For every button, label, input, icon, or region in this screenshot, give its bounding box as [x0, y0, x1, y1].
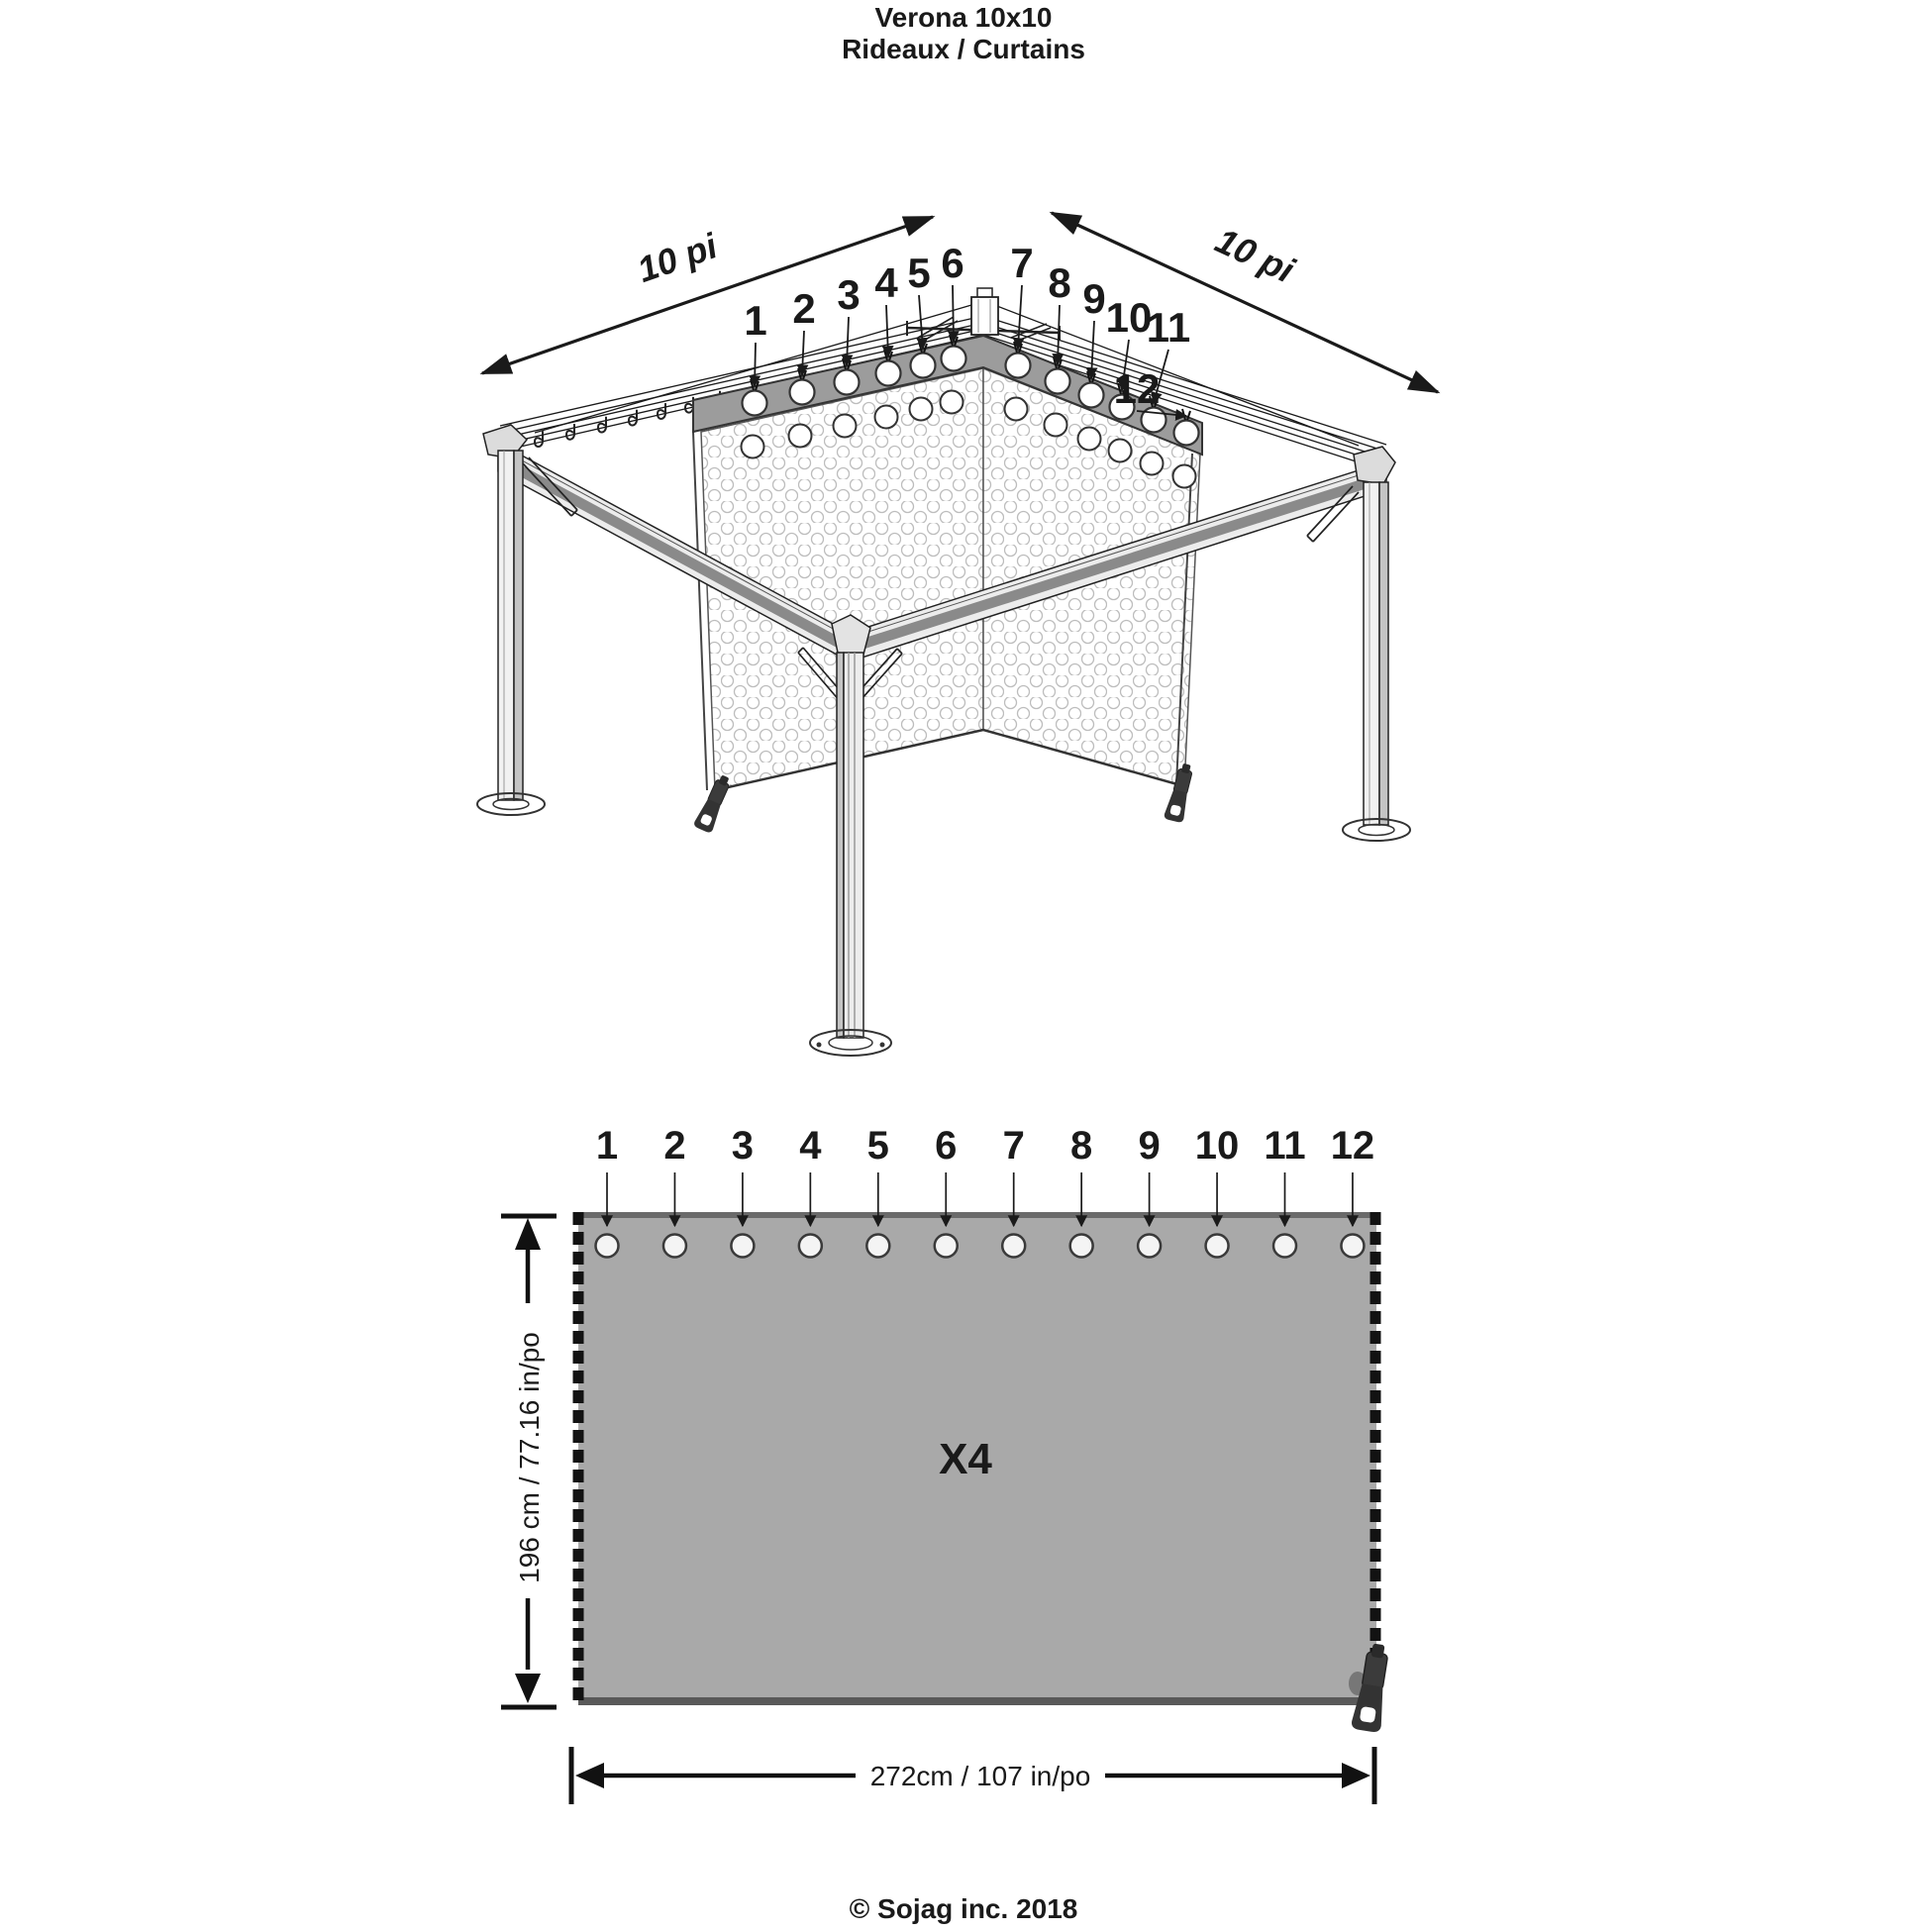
- grommet-callout-label: 11: [1264, 1124, 1306, 1168]
- post-left: [498, 451, 523, 800]
- grommet-callout-label: 12: [1330, 1124, 1375, 1168]
- grommet-callout-label: 5: [907, 250, 931, 296]
- grommet-circle: [1138, 1235, 1161, 1258]
- height-dimension-label: 196 cm / 77.16 in/po: [514, 1332, 545, 1583]
- grommet-callout-label: 6: [935, 1124, 958, 1168]
- grommet-callout-label: 10: [1194, 1124, 1240, 1168]
- callout-arrow: [802, 331, 804, 375]
- dimension-label-10pi-right: 10 pi: [1209, 219, 1301, 291]
- grommet-circle: [731, 1235, 754, 1258]
- grommet-callout-label: 9: [1082, 275, 1106, 322]
- grommet-callout-label: 2: [792, 285, 816, 332]
- panel-grommet-callouts: [596, 1124, 1374, 1226]
- grommet-circle: [1174, 421, 1199, 446]
- curtain-hook-icon: [658, 403, 665, 419]
- grommet-circle: [866, 1235, 889, 1258]
- grommet-circle: [1341, 1235, 1364, 1258]
- grommet-circle: [876, 361, 901, 386]
- grommet-circle: [1002, 1235, 1025, 1258]
- curtain-hook-icon: [566, 424, 574, 440]
- grommet-circle: [942, 347, 966, 371]
- grommet-callout-label: 7: [1010, 240, 1034, 286]
- grommet-callout-label: 8: [1070, 1124, 1093, 1168]
- panel-top-hem: [578, 1212, 1376, 1218]
- quantity-label: X4: [939, 1435, 992, 1483]
- base-plates: [477, 793, 1410, 1056]
- grommet-circle: [1141, 453, 1164, 475]
- grommet-circle: [1045, 414, 1067, 437]
- page-title-line1: Verona 10x10: [874, 2, 1053, 33]
- grommet-callout-label: 3: [837, 271, 861, 318]
- grommet-callout-label: 1: [744, 297, 767, 344]
- grommet-callout-label: 12: [1113, 365, 1161, 412]
- grommet-circle: [835, 370, 860, 395]
- grommet-circle: [1078, 428, 1101, 451]
- gazebo-illustration: [477, 213, 1438, 1056]
- grommet-callout-label: 9: [1138, 1124, 1161, 1168]
- grommet-circle: [789, 425, 812, 448]
- grommet-callout-label: 3: [731, 1124, 755, 1168]
- grommet-circle: [596, 1235, 619, 1258]
- curtain-hook-icon: [629, 410, 637, 426]
- callout-arrow: [755, 343, 756, 386]
- grommet-circle: [1173, 465, 1196, 488]
- roof-finial: [907, 288, 1060, 342]
- grommet-circle: [910, 398, 933, 421]
- width-dimension-label: 272cm / 107 in/po: [869, 1761, 1091, 1791]
- grommet-circle: [790, 380, 815, 405]
- width-dimension: [571, 1747, 1374, 1804]
- grommet-circle: [1273, 1235, 1296, 1258]
- panel-bottom-hem: [578, 1697, 1376, 1705]
- callout-arrow: [953, 285, 954, 342]
- grommet-callout-label: 11: [1146, 304, 1191, 351]
- callout-arrow: [919, 295, 923, 349]
- page-title: [0, 2, 1927, 65]
- curtain-hook-icon: [535, 431, 543, 447]
- grommet-circle: [742, 436, 764, 458]
- grommet-circle: [1006, 354, 1031, 378]
- grommet-circle: [743, 391, 767, 416]
- callout-arrow: [1058, 305, 1060, 364]
- copyright-notice: © Sojag inc. 2018: [849, 1893, 1078, 1924]
- grommet-circle: [941, 391, 964, 414]
- grommet-circle: [1070, 1235, 1093, 1258]
- flat-panel-diagram: [501, 1124, 1393, 1804]
- height-dimension: [501, 1216, 557, 1707]
- grommet-callout-label: 2: [663, 1124, 686, 1168]
- curtain-hook-icon: [598, 417, 606, 433]
- grommet-callout-label: 7: [1002, 1124, 1025, 1168]
- callout-arrow: [886, 305, 888, 356]
- grommet-callout-label: 4: [874, 259, 898, 306]
- grommet-callout-label: 5: [866, 1124, 889, 1168]
- grommet-callout-label: 4: [799, 1124, 822, 1168]
- grommet-circle: [875, 406, 898, 429]
- callout-arrow: [847, 317, 849, 365]
- grommet-circle: [1005, 398, 1028, 421]
- grommet-callout-label: 1: [595, 1124, 619, 1168]
- curtain-hook-icon: [685, 397, 693, 413]
- page-title-line2: Rideaux / Curtains: [842, 34, 1085, 64]
- grommet-circle: [1206, 1235, 1229, 1258]
- grommet-callout-label: 10: [1105, 294, 1153, 341]
- dimension-label-10pi-left: 10 pi: [632, 225, 723, 291]
- grommet-callout-label: 6: [941, 240, 964, 286]
- grommet-circle: [834, 415, 857, 438]
- curtain-panels: [693, 368, 1200, 790]
- post-right: [1364, 482, 1388, 825]
- grommet-circle: [1079, 383, 1104, 408]
- grommet-callout-label: 8: [1048, 259, 1071, 306]
- grommet-circle: [1109, 440, 1132, 462]
- grommet-circle: [799, 1235, 822, 1258]
- grommet-circle: [1046, 369, 1070, 394]
- grommet-circle: [663, 1235, 686, 1258]
- post-front: [837, 653, 863, 1038]
- grommet-circle: [911, 354, 936, 378]
- grommet-circle: [935, 1235, 958, 1258]
